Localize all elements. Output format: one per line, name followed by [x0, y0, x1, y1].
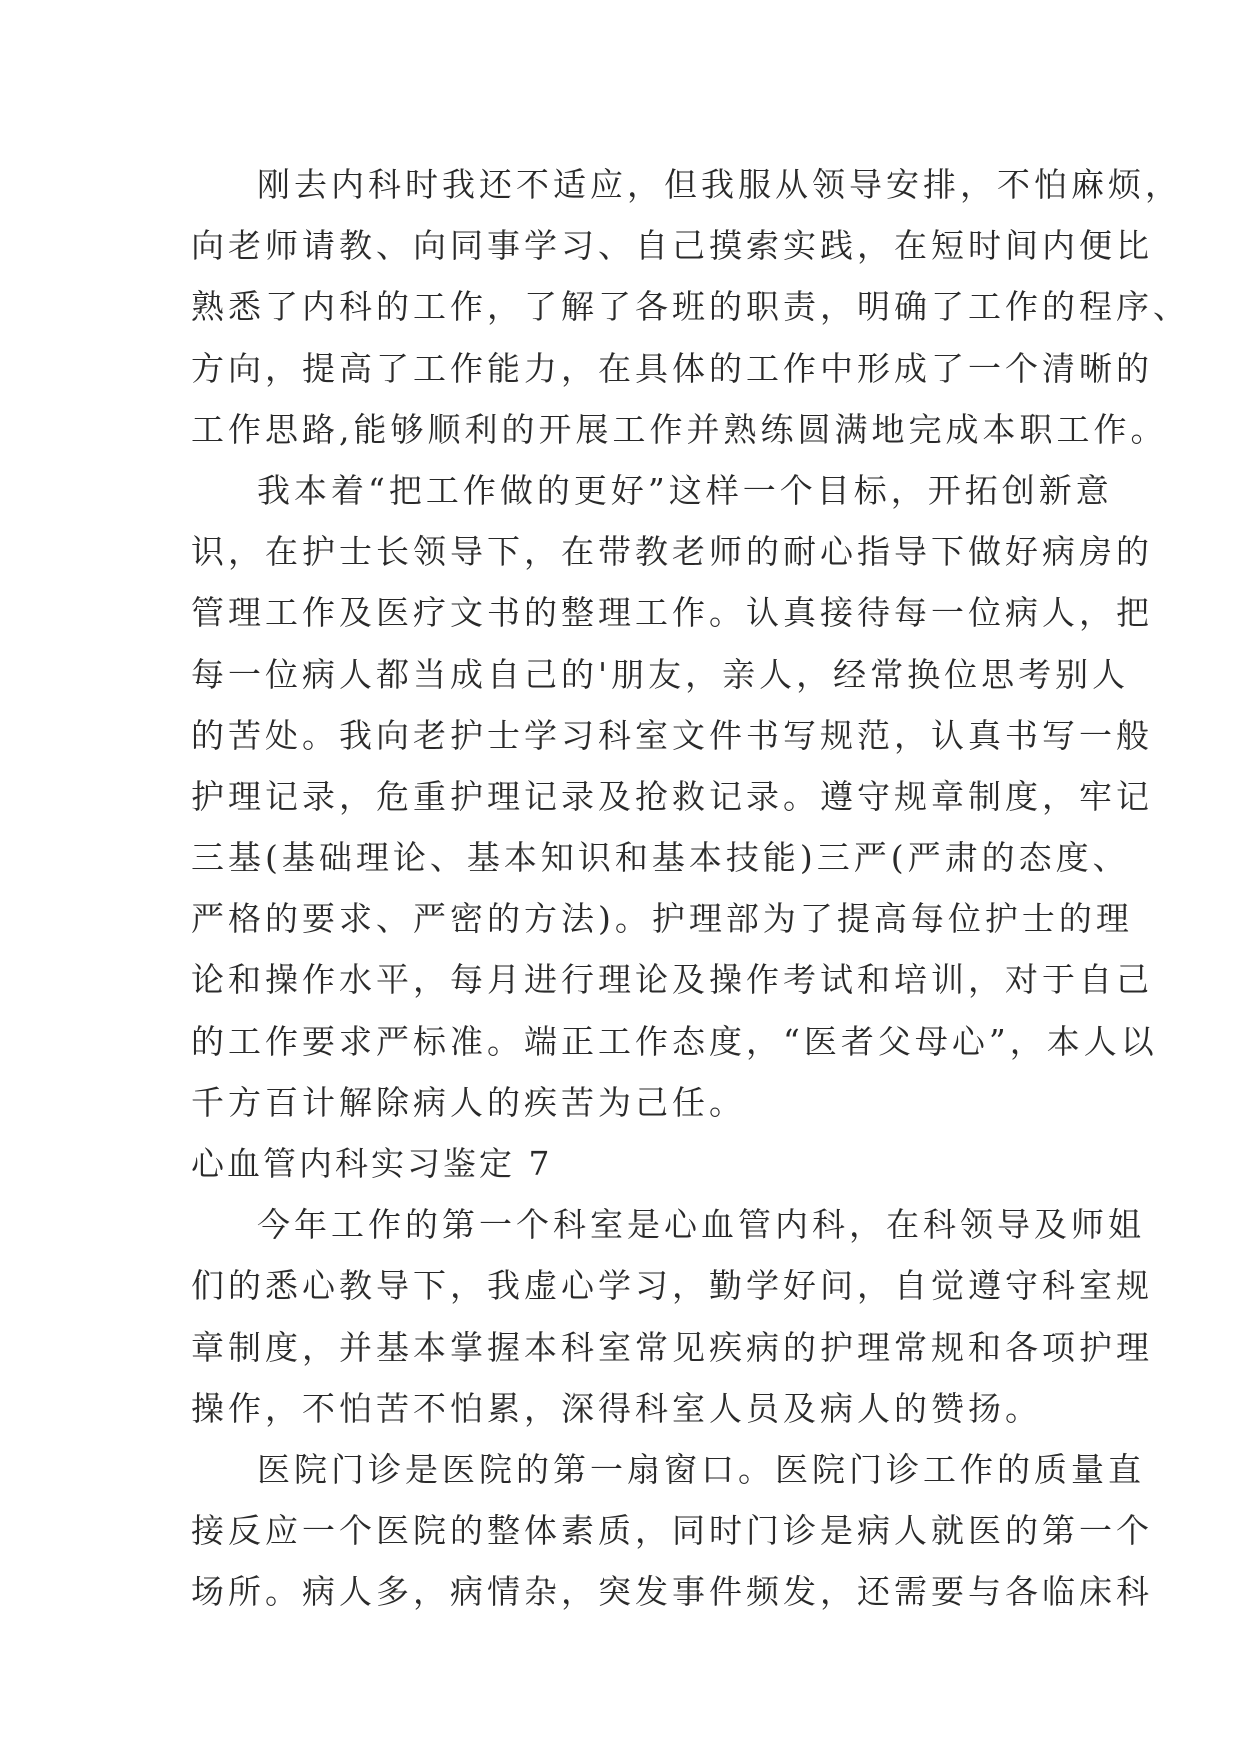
paragraph-internal-medicine-adaptation	[191, 154, 1190, 460]
text-line: 方向，提高了工作能力，在具体的工作中形成了一个清晰的	[191, 348, 1153, 388]
text-line: 千方百计解除病人的疾苦为己任。	[191, 1082, 746, 1122]
text-line: 的苦处。我向老护士学习科室文件书写规范，认真书写一般	[191, 715, 1153, 755]
text-line: 今年工作的第一个科室是心血管内科，在科领导及师姐	[257, 1205, 1145, 1245]
text-line: 医院门诊是医院的第一扇窗口。医院门诊工作的质量直	[257, 1449, 1145, 1489]
text-line: 管理工作及医疗文书的整理工作。认真接待每一位病人，把	[191, 593, 1153, 633]
text-line: 每一位病人都当成自己的'朋友，亲人，经常换位思考别人	[191, 654, 1130, 694]
document-body	[191, 154, 1190, 1623]
text-line: 刚去内科时我还不适应，但我服从领导安排，不怕麻烦，	[257, 165, 1182, 204]
text-line: 我本着“把工作做的更好”这样一个目标，开拓创新意	[257, 470, 1113, 510]
text-line: 严格的要求、严密的方法)。护理部为了提高每位护士的理	[191, 899, 1133, 939]
paragraph-cardiology-first-department	[191, 1194, 1153, 1439]
text-line: 三基(基础理论、基本知识和基本技能)三严(严肃的态度、	[191, 838, 1130, 878]
text-line: 工作思路,能够顺利的开展工作并熟练圆满地完成本职工作。	[191, 409, 1168, 449]
text-line: 场所。病人多，病情杂，突发事件频发，还需要与各临床科	[191, 1572, 1153, 1612]
paragraph-work-goal	[191, 460, 1158, 1133]
text-line: 向老师请教、向同事学习、自己摸索实践，在短时间内便比	[191, 226, 1153, 266]
text-line: 论和操作水平，每月进行理论及操作考试和培训，对于自己	[191, 960, 1153, 1000]
text-line: 熟悉了内科的工作，了解了各班的职责，明确了工作的程序、	[191, 287, 1190, 327]
text-line: 操作，不怕苦不怕累，深得科室人员及病人的赞扬。	[191, 1388, 1042, 1428]
paragraph-outpatient-clinic	[191, 1439, 1153, 1623]
text-line: 接反应一个医院的整体素质，同时门诊是病人就医的第一个	[191, 1511, 1153, 1551]
section-heading: 心血管内科实习鉴定 7	[191, 1144, 553, 1183]
text-line: 护理记录，危重护理记录及抢救记录。遵守规章制度，牢记	[191, 776, 1153, 816]
text-line: 们的悉心教导下，我虚心学习，勤学好问，自觉遵守科室规	[191, 1266, 1153, 1306]
text-line: 章制度，并基本掌握本科室常见疾病的护理常规和各项护理	[191, 1327, 1153, 1367]
text-line: 识，在护士长领导下，在带教老师的耐心指导下做好病房的	[191, 532, 1153, 572]
text-line: 的工作要求严标准。端正工作态度，“医者父母心”，本人以	[191, 1021, 1158, 1061]
